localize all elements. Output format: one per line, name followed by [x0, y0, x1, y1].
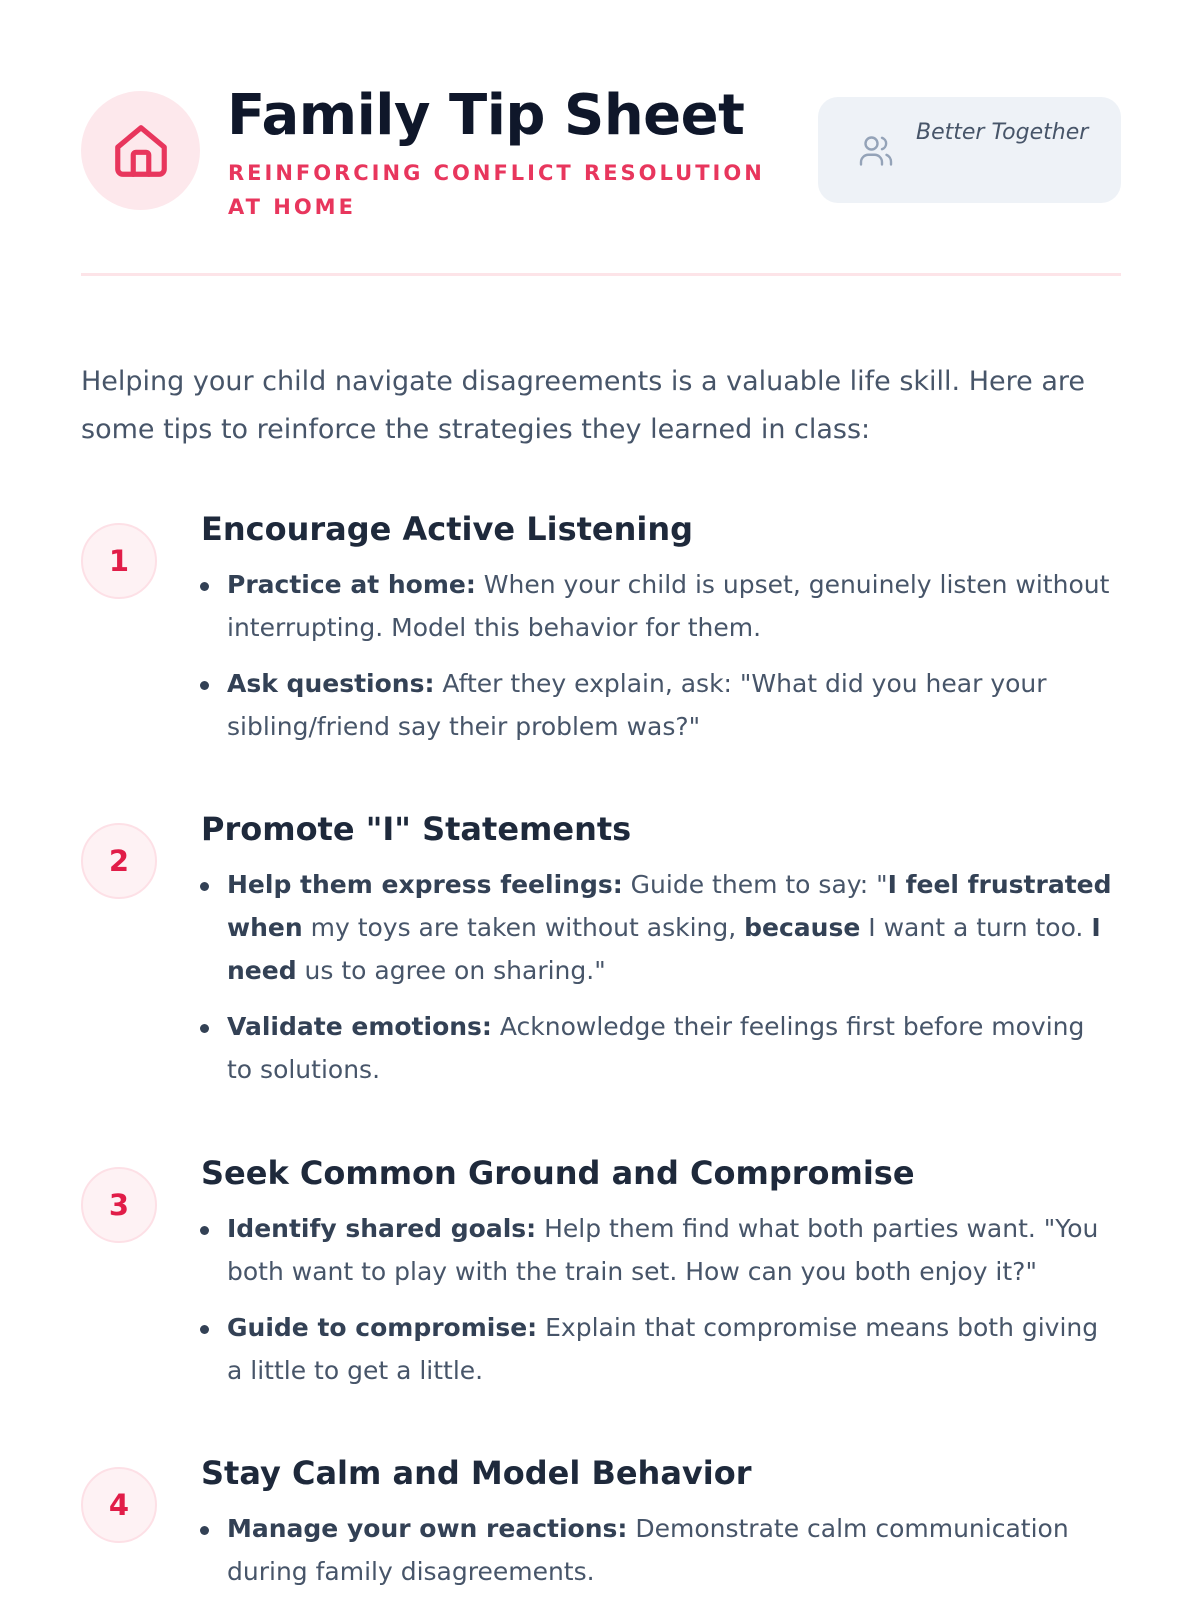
item-emphasis: I feel frustrated when [227, 870, 1112, 942]
list-item [227, 662, 1117, 748]
intro-paragraph: Helping your child navigate disagreements is a valuable life skill. Here are some tips to reinforce the strategies they learned in class: [81, 366, 1085, 445]
item-text: my toys are taken without asking, [302, 913, 745, 942]
better-together-badge [818, 97, 1121, 203]
item-lead: Guide to compromise: [227, 1313, 538, 1342]
page-title: Family Tip Sheet [227, 83, 745, 148]
tip-number: 2 [81, 823, 157, 899]
tip-title: Stay Calm and Model Behavior [201, 1454, 752, 1492]
list-item [227, 1005, 1117, 1091]
item-text: Help them find what both parties want. "You both want to play with the train set. How can you both enjoy it?" [227, 1214, 1099, 1286]
tip-list [227, 1507, 1117, 1600]
home-icon-badge [81, 91, 200, 210]
list-item [227, 1306, 1117, 1392]
list-item [227, 1507, 1117, 1593]
item-text: Guide them to say: " [622, 870, 888, 899]
item-emphasis: I need [227, 913, 1101, 985]
list-item [227, 863, 1117, 992]
users-icon [858, 133, 894, 169]
item-lead: Help them express feelings: [227, 870, 623, 899]
tip-title: Promote "I" Statements [201, 810, 632, 848]
tip-title: Seek Common Ground and Compromise [201, 1154, 915, 1192]
list-item [227, 563, 1117, 649]
item-text: Explain that compromise means both giving a little to get a little. [227, 1313, 1099, 1385]
item-lead: Manage your own reactions: [227, 1514, 628, 1543]
badge-text: Better Together [916, 120, 1089, 145]
tip-title: Encourage Active Listening [201, 510, 694, 548]
item-text: us to agree on sharing." [296, 956, 606, 985]
item-text: Acknowledge their feelings first before moving to solutions. [227, 1012, 1085, 1084]
item-text: I want a turn too. [860, 913, 1092, 942]
tip-list [227, 863, 1117, 1104]
header [81, 83, 1121, 230]
tip-number: 4 [81, 1467, 157, 1543]
item-lead: Ask questions: [227, 669, 435, 698]
page-subtitle: REINFORCING CONFLICT RESOLUTION AT HOME [228, 161, 765, 219]
tip-number: 3 [81, 1167, 157, 1243]
header-divider [81, 273, 1121, 276]
item-lead: Validate emotions: [227, 1012, 492, 1041]
tip-list [227, 1207, 1117, 1405]
list-item [227, 1207, 1117, 1293]
tip-number: 1 [81, 523, 157, 599]
item-lead: Practice at home: [227, 570, 476, 599]
item-emphasis: because [744, 913, 861, 942]
item-text: When your child is upset, genuinely listen without interrupting. Model this behavior for them. [227, 570, 1110, 642]
home-icon [110, 120, 172, 182]
tip-list [227, 563, 1117, 761]
item-text: Demonstrate calm communication during family disagreements. [227, 1514, 1069, 1586]
item-text: After they explain, ask: "What did you hear your sibling/friend say their problem was?" [227, 669, 1047, 741]
item-lead: Identify shared goals: [227, 1214, 537, 1243]
